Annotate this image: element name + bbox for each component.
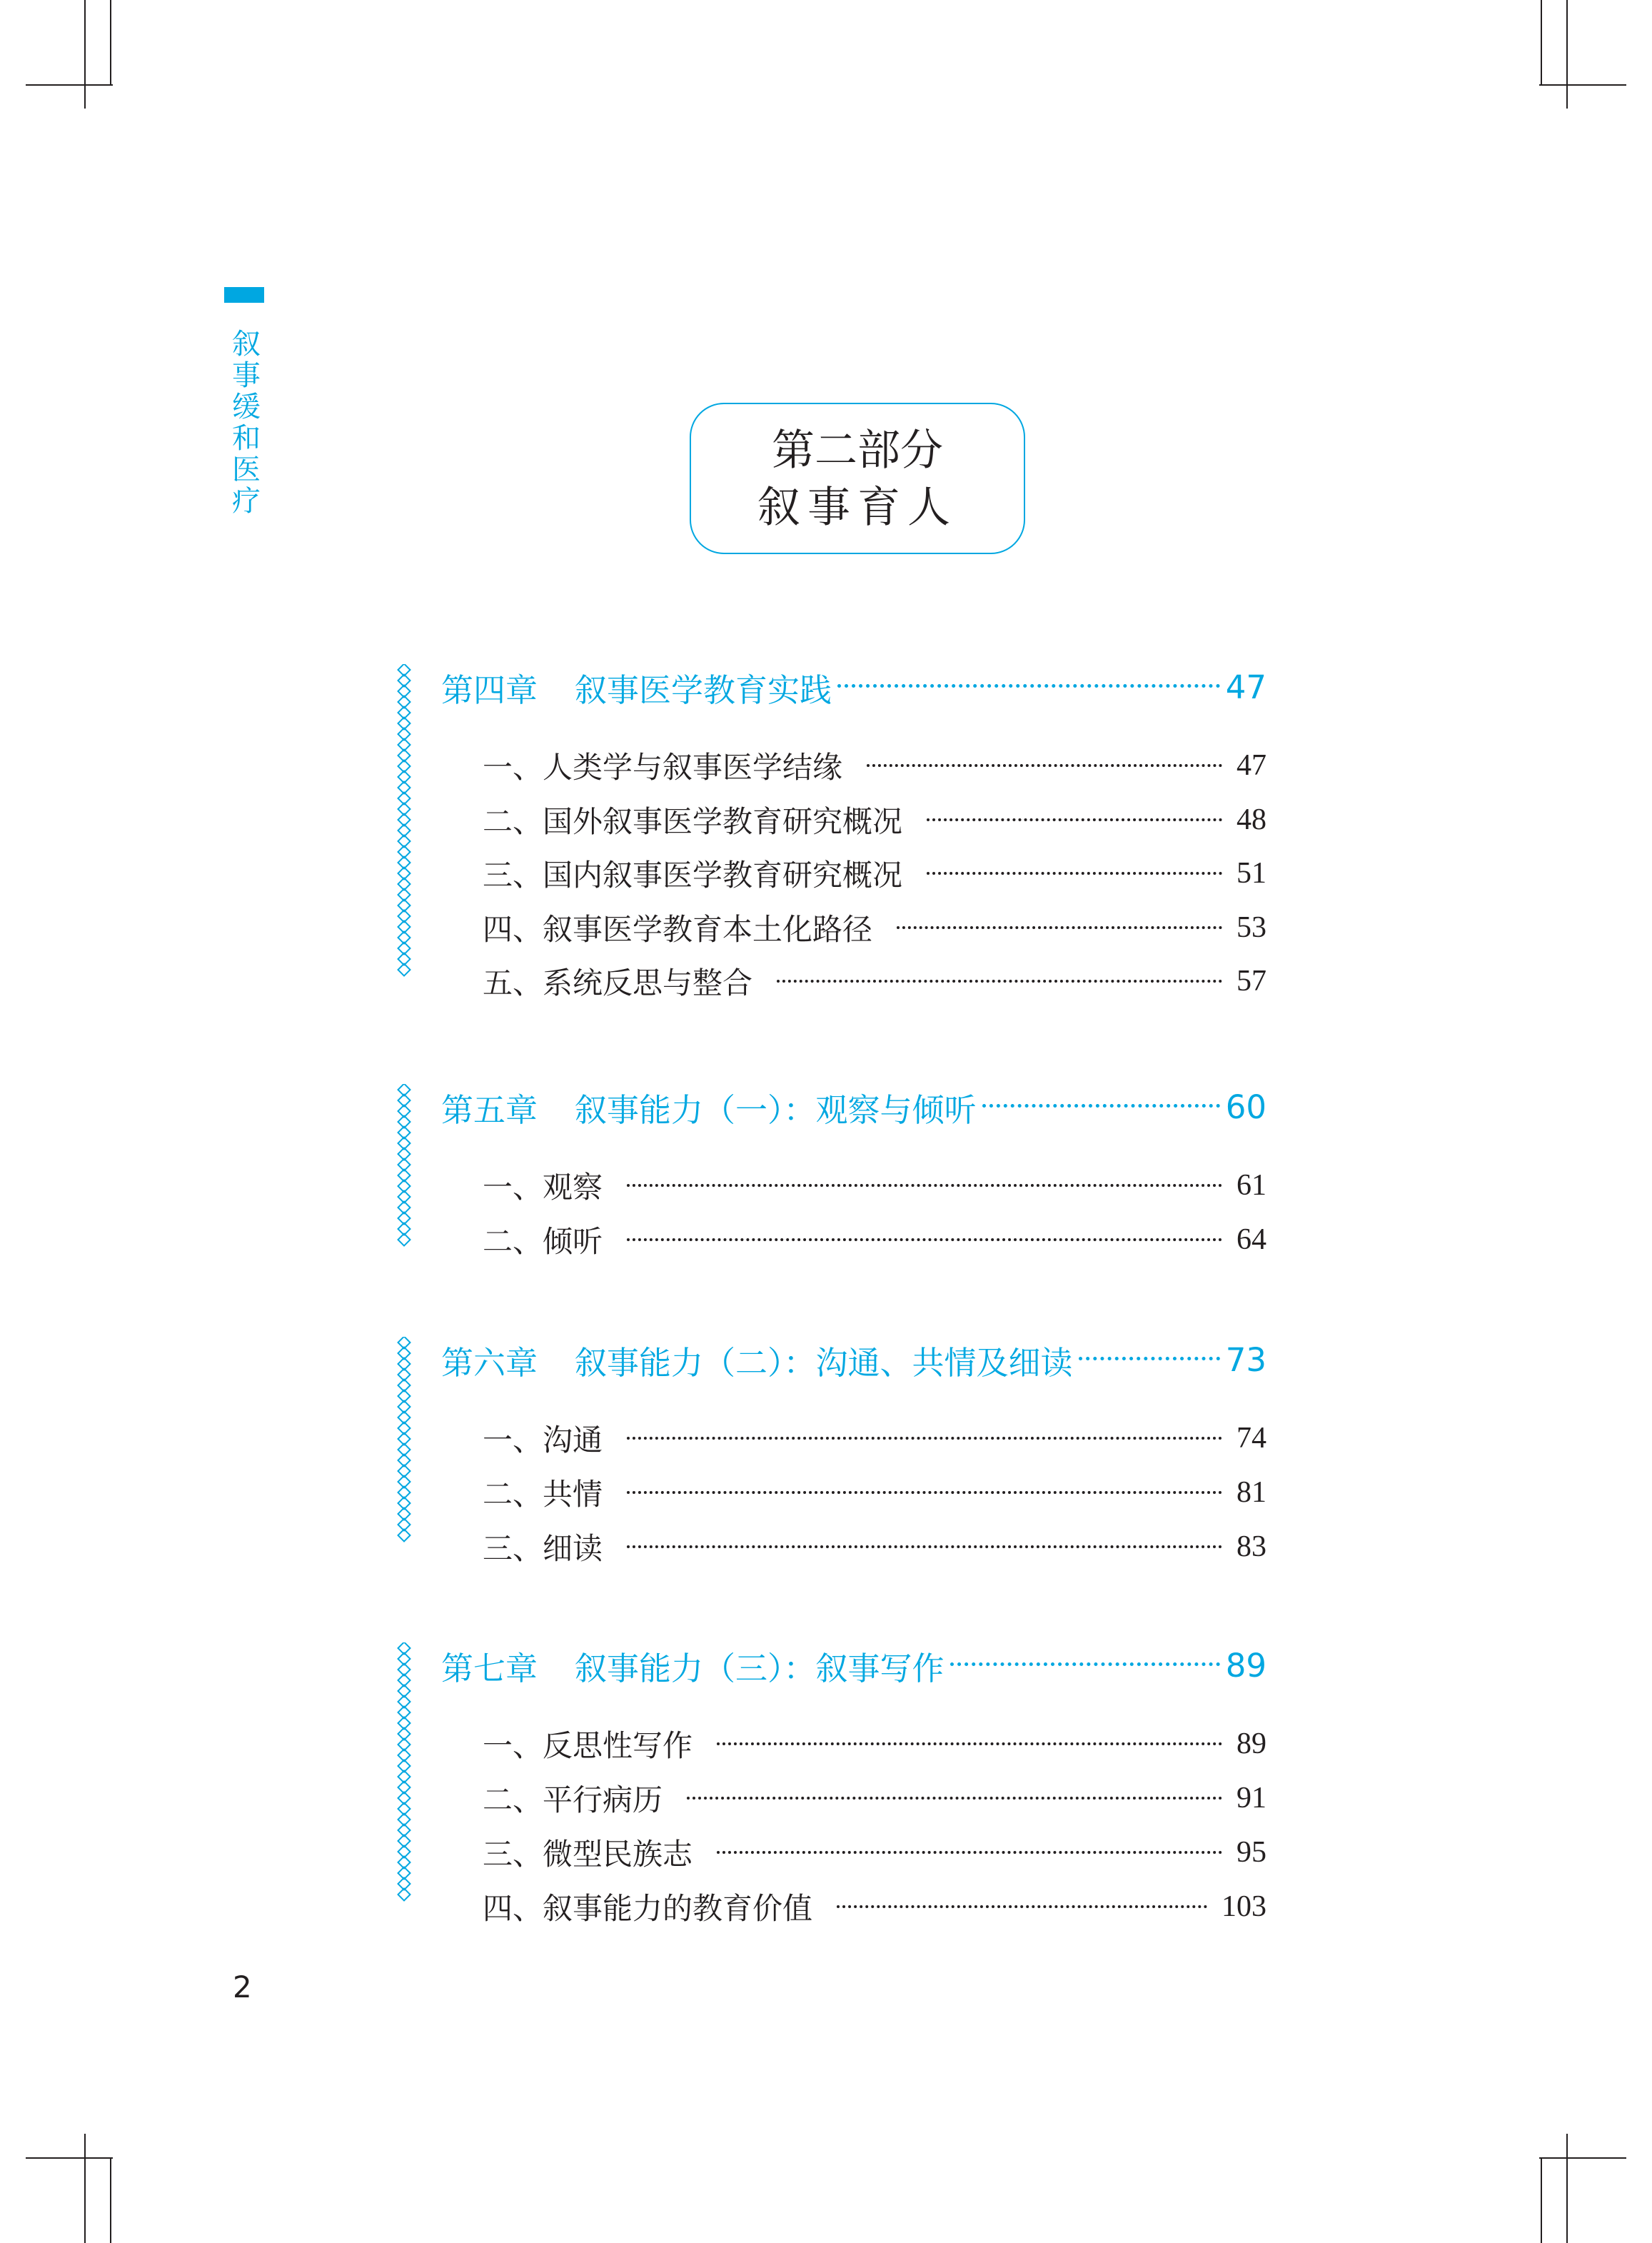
crop-mark-bottom-left-v	[84, 2134, 86, 2243]
section-number: 二、	[483, 803, 543, 839]
section-number: 四、	[483, 911, 543, 947]
chapter-page-number: 89	[1225, 1646, 1266, 1685]
crop-mark-bottom-left-h	[26, 2157, 113, 2159]
section-page-number: 89	[1237, 1727, 1266, 1760]
chapter-leader-dots	[950, 1662, 1220, 1666]
section-title: 平行病历	[543, 1782, 663, 1817]
section-entry[interactable]	[483, 1527, 1266, 1567]
section-page-number: 57	[1237, 965, 1266, 998]
chapter-block	[394, 1084, 1272, 1263]
section-page-number: 83	[1237, 1530, 1266, 1563]
section-page-number: 74	[1237, 1422, 1266, 1455]
running-head-char: 医	[232, 453, 261, 486]
crop-mark-top-left-v	[84, 0, 86, 109]
section-page-number: 81	[1237, 1476, 1266, 1509]
section-leader-dots	[717, 1851, 1222, 1854]
section-number: 一、	[483, 1422, 543, 1457]
section-number: 三、	[483, 858, 543, 893]
section-leader-dots	[627, 1238, 1222, 1241]
section-title: 沟通	[543, 1422, 603, 1457]
diamond-ornament-icon	[397, 1887, 411, 1902]
crop-mark-bottom-right-v2	[1541, 2157, 1542, 2243]
section-number: 四、	[483, 1891, 543, 1926]
chapter-entry[interactable]	[441, 1642, 1266, 1688]
running-head-title	[227, 328, 266, 517]
section-title: 国外叙事医学教育研究概况	[543, 803, 903, 839]
part-label: 第二部分	[772, 426, 943, 476]
chapter-title: 叙事医学教育实践	[575, 671, 832, 709]
section-title: 系统反思与整合	[543, 965, 753, 1000]
section-page-number: 64	[1237, 1223, 1266, 1256]
chapter-page-number: 73	[1225, 1340, 1266, 1379]
diamond-border-decoration	[394, 1642, 417, 1924]
section-entry[interactable]	[483, 853, 1266, 893]
section-number: 三、	[483, 1531, 543, 1566]
section-entry[interactable]	[483, 1724, 1266, 1764]
chapter-block	[394, 1337, 1272, 1570]
crop-mark-bottom-left-v2	[110, 2157, 111, 2243]
section-entry[interactable]	[483, 1778, 1266, 1818]
section-page-number: 47	[1237, 749, 1266, 782]
section-entry[interactable]	[483, 1418, 1266, 1458]
chapter-number: 第七章	[441, 1649, 538, 1687]
chapter-leader-dots	[837, 684, 1220, 688]
section-title: 反思性写作	[543, 1728, 693, 1763]
part-title: 叙事育人	[757, 483, 957, 533]
running-head-char: 叙	[232, 328, 261, 361]
chapter-title: 叙事能力（二）：沟通、共情及细读	[575, 1343, 1073, 1382]
chapter-block	[394, 664, 1272, 1007]
section-entry[interactable]	[483, 1887, 1266, 1927]
section-leader-dots	[867, 764, 1222, 767]
diamond-border-decoration	[394, 664, 417, 1001]
chapter-number: 第五章	[441, 1090, 538, 1129]
section-title: 人类学与叙事医学结缘	[543, 750, 843, 785]
section-leader-dots	[627, 1491, 1222, 1494]
section-leader-dots	[927, 872, 1222, 875]
section-entry[interactable]	[483, 800, 1266, 840]
chapter-entry[interactable]	[441, 664, 1266, 710]
running-head-char: 事	[232, 359, 261, 392]
diamond-ornament-icon	[397, 1528, 411, 1542]
section-leader-dots	[627, 1545, 1222, 1548]
diamond-ornament-icon	[397, 1233, 411, 1247]
section-title: 细读	[543, 1531, 603, 1566]
section-title: 国内叙事医学教育研究概况	[543, 858, 903, 893]
chapter-page-number: 47	[1225, 668, 1266, 706]
section-leader-dots	[627, 1437, 1222, 1440]
section-title: 微型民族志	[543, 1837, 693, 1872]
part-heading-box	[690, 403, 1025, 554]
chapter-title: 叙事能力（一）：观察与倾听	[575, 1090, 977, 1129]
section-entry[interactable]	[483, 746, 1266, 786]
chapter-number: 第四章	[441, 671, 538, 709]
section-number: 五、	[483, 965, 543, 1000]
section-number: 一、	[483, 1170, 543, 1205]
running-head-char: 和	[232, 422, 261, 455]
section-title: 倾听	[543, 1224, 603, 1259]
diamond-border-decoration	[394, 1337, 417, 1564]
section-page-number: 48	[1237, 803, 1266, 836]
chapter-leader-dots	[1079, 1357, 1220, 1360]
chapter-page-number: 60	[1225, 1088, 1266, 1126]
chapter-title: 叙事能力（三）：叙事写作	[575, 1649, 945, 1687]
chapter-entry[interactable]	[441, 1084, 1266, 1130]
section-entry[interactable]	[483, 1832, 1266, 1872]
chapter-block	[394, 1642, 1272, 1930]
section-number: 一、	[483, 1728, 543, 1763]
section-leader-dots	[777, 980, 1222, 983]
section-entry[interactable]	[483, 1472, 1266, 1512]
section-entry[interactable]	[483, 961, 1266, 1001]
section-leader-dots	[627, 1184, 1222, 1187]
section-leader-dots	[687, 1797, 1222, 1800]
section-number: 二、	[483, 1224, 543, 1259]
diamond-border-decoration	[394, 1084, 417, 1257]
section-number: 二、	[483, 1477, 543, 1512]
section-page-number: 95	[1237, 1836, 1266, 1869]
running-head-bar	[224, 287, 264, 303]
section-leader-dots	[717, 1742, 1222, 1745]
section-page-number: 53	[1237, 910, 1266, 944]
section-page-number: 51	[1237, 857, 1266, 890]
section-title: 共情	[543, 1477, 603, 1512]
section-page-number: 103	[1222, 1890, 1266, 1923]
crop-mark-top-right-h	[1539, 84, 1626, 86]
crop-mark-bottom-right-h	[1539, 2157, 1626, 2159]
section-title: 叙事医学教育本土化路径	[543, 911, 873, 947]
crop-mark-top-left-h	[26, 84, 113, 86]
section-page-number: 61	[1237, 1169, 1266, 1202]
crop-mark-top-right-v2	[1541, 0, 1542, 86]
crop-mark-top-left-v2	[110, 0, 111, 86]
section-title: 观察	[543, 1170, 603, 1205]
crop-mark-bottom-right-v	[1566, 2134, 1568, 2243]
section-entry[interactable]	[483, 1165, 1266, 1205]
chapter-leader-dots	[982, 1104, 1220, 1108]
chapter-number: 第六章	[441, 1343, 538, 1382]
section-leader-dots	[927, 818, 1222, 821]
diamond-ornament-icon	[397, 963, 411, 977]
running-head-char: 缓	[232, 391, 261, 423]
section-number: 二、	[483, 1782, 543, 1817]
section-number: 三、	[483, 1837, 543, 1872]
section-title: 叙事能力的教育价值	[543, 1891, 813, 1926]
section-page-number: 91	[1237, 1782, 1266, 1815]
page-number: 2	[233, 1969, 252, 2004]
section-number: 一、	[483, 750, 543, 785]
section-leader-dots	[837, 1905, 1207, 1908]
section-entry[interactable]	[483, 908, 1266, 948]
crop-mark-top-right-v	[1566, 0, 1568, 109]
section-entry[interactable]	[483, 1220, 1266, 1260]
chapter-entry[interactable]	[441, 1337, 1266, 1383]
running-head-char: 疗	[232, 485, 261, 518]
section-leader-dots	[897, 926, 1222, 929]
